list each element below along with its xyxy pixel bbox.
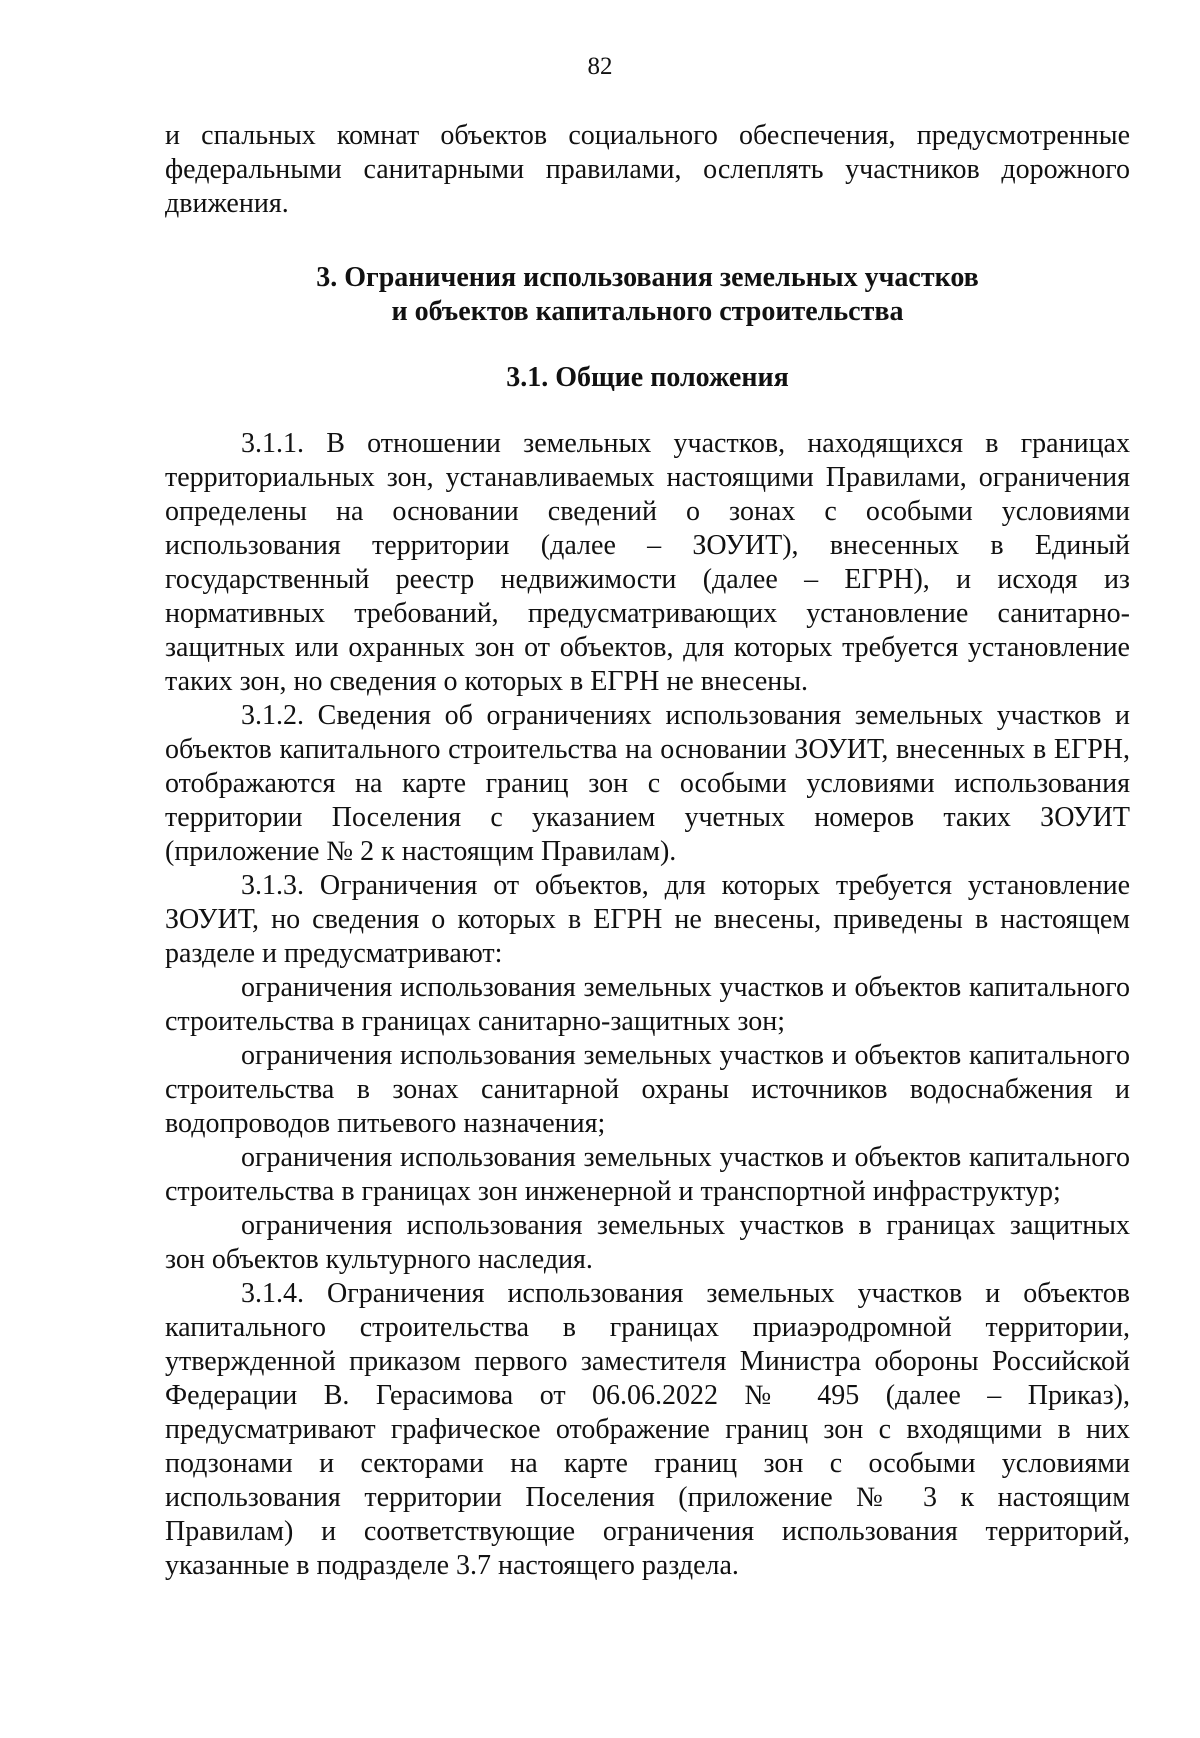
list-item: ограничения использования земельных участков и объектов капитального строительства в границах санитарно-защитных зон; bbox=[165, 972, 1130, 1037]
section-heading-line-2: и объектов капитального строительства bbox=[391, 296, 904, 327]
paragraph-3-1-3: 3.1.3. Ограничения от объектов, для которых требуется установление ЗОУИТ, но сведения о которых в ЕГРН не внесены, приведены в настоящем разделе и предусматривают: bbox=[165, 870, 1130, 969]
subsection-heading: 3.1. Общие положения bbox=[506, 362, 789, 393]
paragraph-3-1-2: 3.1.2. Сведения об ограничениях использования земельных участков и объектов капитального строительства на основании ЗОУИТ, внесенных в ЕГРН, отображаются на карте границ зон с особыми условиями использования территории Поселения с указанием учетных номеров таких ЗОУИТ (приложение № 2 к настоящим Правилам). bbox=[165, 700, 1130, 867]
list-item: ограничения использования земельных участков и объектов капитального строительства в зонах санитарной охраны источников водоснабжения и водопроводов питьевого назначения; bbox=[165, 1040, 1130, 1139]
paragraph-continuation: и спальных комнат объектов социального обеспечения, предусмотренные федеральными санитарными правилами, ослеплять участников дорожного движения. bbox=[165, 120, 1130, 219]
document-body bbox=[165, 119, 1130, 1583]
list-item: ограничения использования земельных участков в границах защитных зон объектов культурного наследия. bbox=[165, 1210, 1130, 1275]
list-item: ограничения использования земельных участков и объектов капитального строительства в границах зон инженерной и транспортной инфраструктур; bbox=[165, 1142, 1130, 1207]
section-heading-line-1: 3. Ограничения использования земельных участков bbox=[316, 262, 979, 293]
section-heading bbox=[165, 261, 1130, 329]
page-number: 82 bbox=[587, 53, 613, 80]
paragraph-3-1-1: 3.1.1. В отношении земельных участков, находящихся в границах территориальных зон, устанавливаемых настоящими Правилами, ограничения определены на основании сведений о зонах с особыми условиями использования территории (далее – ЗОУИТ), внесенных в Единый государственный реестр недвижимости (далее – ЕГРН), и исходя из нормативных требований, предусматривающих установление санитарно-защитных или охранных зон от объектов, для которых требуется установление таких зон, но сведения о которых в ЕГРН не внесены. bbox=[165, 428, 1130, 697]
paragraph-3-1-4: 3.1.4. Ограничения использования земельных участков и объектов капитального строительства в границах приаэродромной территории, утвержденной приказом первого заместителя Министра обороны Российской Федерации В. Герасимова от 06.06.2022 № 495 (далее – Приказ), предусматривают графическое отображение границ зон с входящими в них подзонами и секторами на карте границ зон с особыми условиями использования территории Поселения (приложение № 3 к настоящим Правилам) и соответствующие ограничения использования территорий, указанные в подразделе 3.7 настоящего раздела. bbox=[165, 1278, 1130, 1581]
